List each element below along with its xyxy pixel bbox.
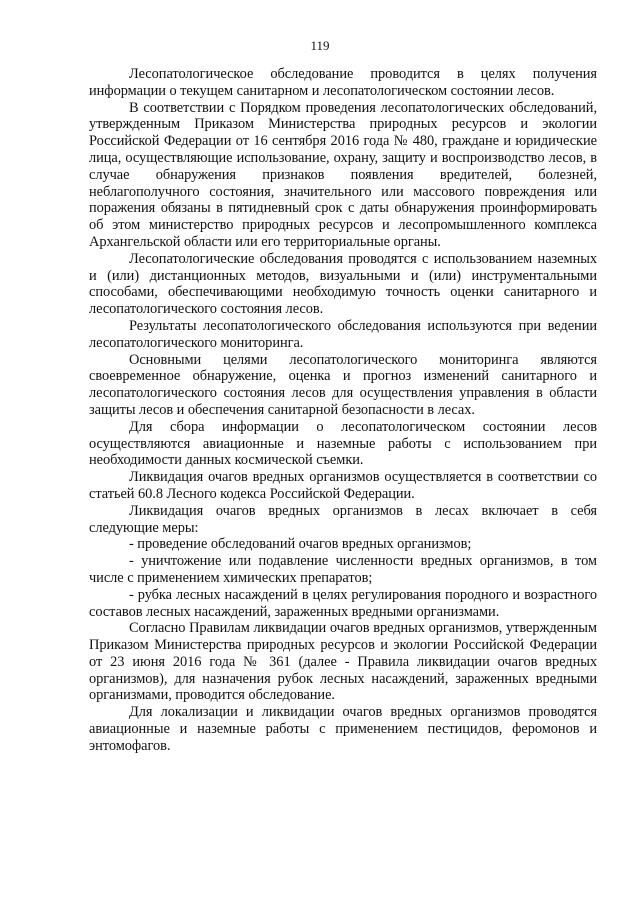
- paragraph: Ликвидация очагов вредных организмов осуществляется в соответствии со статьей 60.8 Лесного кодекса Российской Федерации.: [89, 469, 597, 502]
- list-item: - уничтожение или подавление численности вредных организмов, в том числе с применением химических препаратов;: [89, 553, 597, 586]
- list-item: - рубка лесных насаждений в целях регулирования породного и возрастного составов лесных насаждений, зараженных вредными организмами.: [89, 586, 597, 620]
- paragraph: Для сбора информации о лесопатологическом состоянии лесов осуществляются авиационные и наземные работы с использованием при необходимости данных космической съемки.: [89, 418, 597, 469]
- paragraph: Ликвидация очагов вредных организмов в лесах включает в себя следующие меры:: [89, 502, 597, 536]
- paragraph: Лесопатологическое обследование проводится в целях получения информации о текущем санитарном и лесопатологическом состоянии лесов.: [89, 66, 597, 99]
- paragraph: Для локализации и ликвидации очагов вредных организмов проводятся авиационные и наземные работы с применением пестицидов, феромонов и энтомофагов.: [89, 704, 597, 754]
- paragraph: В соответствии с Порядком проведения лесопатологических обследований, утвержденным Приказом Министерства природных ресурсов и экологии Российской Федерации от 16 сентября 2016 года № 480, граждане и юридические лица, осуществляющие использование, охрану, защиту и воспроизводство лесов, в случае обнаружения признаков появления вредителей, болезней, неблагополучного состояния, значительного или массового повреждения или поражения обязаны в пятидневный срок с даты обнаружения проинформировать об этом министерство природных ресурсов и лесопромышленного комплекса Архангельской области или его территориальные органы.: [89, 99, 597, 250]
- paragraph: Основными целями лесопатологического мониторинга являются своевременное обнаружение, оценка и прогноз изменений санитарного и лесопатологического состояния лесов для осуществления управления в области защиты лесов и обеспечения санитарной безопасности в лесах.: [89, 351, 597, 418]
- paragraph: Лесопатологические обследования проводятся с использованием наземных и (или) дистанционных методов, визуальными и (или) инструментальными способами, обеспечивающими необходимую точность оценки санитарного и лесопатологического состояния лесов.: [89, 250, 597, 318]
- document-body: [89, 66, 597, 755]
- page-number: 119: [310, 38, 330, 53]
- paragraph: Результаты лесопатологического обследования используются при ведении лесопатологического мониторинга.: [89, 317, 597, 351]
- paragraph: Согласно Правилам ликвидации очагов вредных организмов, утвержденным Приказом Министерства природных ресурсов и экологии Российской Федерации от 23 июня 2016 года № 361 (далее - Правила ликвидации очагов вредных организмов), для назначения рубок лесных насаждений, зараженных вредными организмами, проводится обследование.: [89, 620, 597, 704]
- list-item: - проведение обследований очагов вредных организмов;: [129, 536, 472, 553]
